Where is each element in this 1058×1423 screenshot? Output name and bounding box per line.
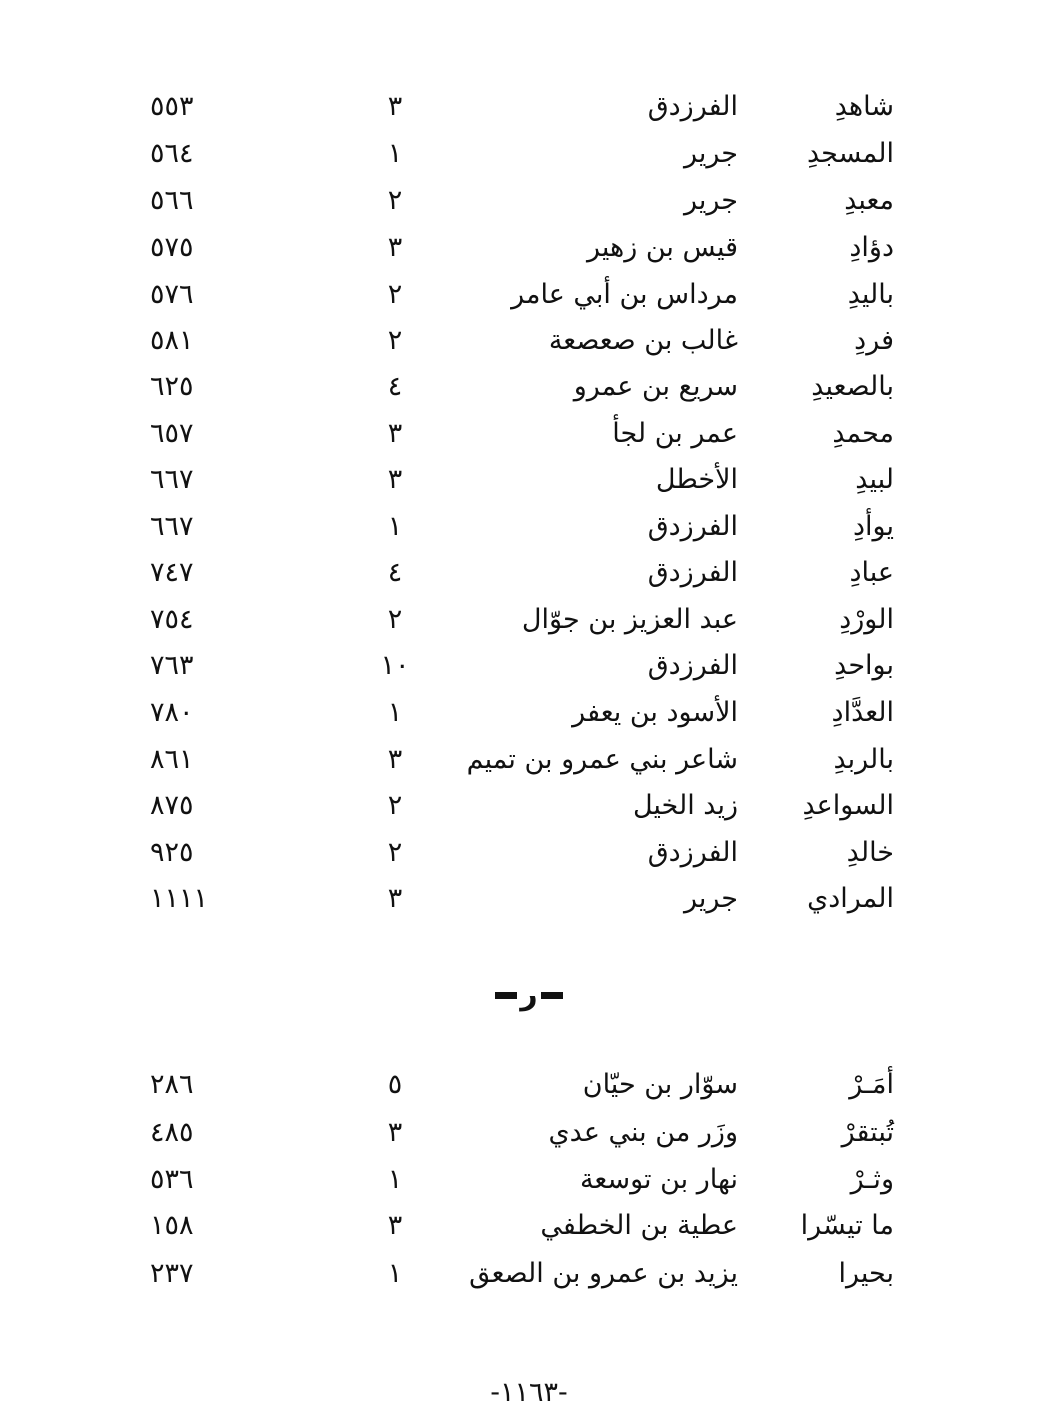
page-ref: ٥٧٦ [150, 279, 194, 310]
poet-name: جرير [684, 138, 738, 169]
verse-count: ١ [387, 697, 403, 728]
list-row [0, 643, 1058, 689]
rhyme-word: فردِ [854, 325, 894, 356]
rhyme-word: العدَّادِ [831, 697, 894, 728]
verse-count: ٣ [387, 91, 403, 122]
rhyme-word: السواعدِ [802, 790, 894, 821]
list-row [0, 737, 1058, 783]
page-ref: ٢٨٦ [150, 1069, 194, 1100]
verse-count: ١ [387, 1164, 403, 1195]
verse-count: ١ [387, 511, 403, 542]
page-ref: ٥٣٦ [150, 1164, 194, 1195]
page-ref: ٧٨٠ [150, 697, 194, 728]
rhyme-word: لبيدِ [855, 464, 894, 495]
list-row [0, 504, 1058, 550]
rhyme-word: وثـرْ [850, 1164, 894, 1195]
page-ref: ٥٨١ [150, 325, 194, 356]
rhyme-word: يوأدِ [853, 511, 894, 542]
page-ref: ٧٦٣ [150, 650, 194, 681]
list-row [0, 1062, 1058, 1108]
rhyme-word: معبدِ [844, 185, 894, 216]
page-ref: ٦٦٧ [150, 464, 194, 495]
poet-name: الفرزدق [647, 650, 738, 681]
poet-name: جرير [684, 185, 738, 216]
poet-name: شاعر بني عمرو بن تميم [466, 744, 738, 775]
verse-count: ٥ [387, 1069, 403, 1100]
list-row [0, 690, 1058, 736]
verse-count: ٣ [387, 883, 403, 914]
poet-name: قيس بن زهير [586, 232, 738, 263]
page-ref: ٢٣٧ [150, 1258, 194, 1289]
rhyme-word: الورْدِ [839, 604, 894, 635]
list-row [0, 411, 1058, 457]
list-row [0, 272, 1058, 318]
page-ref: ٤٨٥ [150, 1117, 194, 1148]
poet-name: عبد العزيز بن جوّال [521, 604, 738, 635]
page-ref: ٥٧٥ [150, 232, 194, 263]
poet-name: زيد الخيل [632, 790, 738, 821]
rhyme-word: تُبتقرْ [841, 1117, 894, 1148]
page-ref: ٦٦٧ [150, 511, 194, 542]
poet-name: جرير [684, 883, 738, 914]
poet-name: عمر بن لجأ [612, 418, 738, 449]
list-row [0, 84, 1058, 130]
list-row [0, 876, 1058, 922]
section-heading [0, 975, 1058, 1015]
verse-count: ٤ [387, 371, 403, 402]
rhyme-word: باليدِ [847, 279, 894, 310]
list-row [0, 1203, 1058, 1249]
list-row [0, 318, 1058, 364]
rhyme-word: بالربدِ [833, 744, 894, 775]
heading-bar-left [495, 992, 517, 999]
poet-name: الفرزدق [647, 511, 738, 542]
verse-count: ٣ [387, 744, 403, 775]
list-row [0, 783, 1058, 829]
page-ref: ٨٧٥ [150, 790, 194, 821]
page-ref: ١٥٨ [150, 1210, 194, 1241]
poet-name: الفرزدق [647, 557, 738, 588]
poet-name: سريع بن عمرو [573, 371, 738, 402]
section-heading-letter: ر [520, 977, 538, 1012]
poet-name: مرداس بن أبي عامر [511, 279, 738, 310]
rhyme-word: دؤادِ [849, 232, 894, 263]
page-ref: ٦٥٧ [150, 418, 194, 449]
rhyme-word: محمدِ [832, 418, 894, 449]
rhyme-word: أمَـرْ [849, 1069, 894, 1100]
verse-count: ٢ [387, 837, 403, 868]
verse-count: ٢ [387, 604, 403, 635]
rhyme-word: بواحدِ [834, 650, 894, 681]
poet-name: الفرزدق [647, 91, 738, 122]
list-row [0, 597, 1058, 643]
verse-count: ١٠ [380, 650, 410, 681]
rhyme-word: خالدِ [846, 837, 894, 868]
rhyme-word: عبادِ [849, 557, 894, 588]
list-row [0, 178, 1058, 224]
page-number: -١١٦٣- [490, 1377, 568, 1408]
list-row [0, 225, 1058, 271]
verse-count: ٢ [387, 790, 403, 821]
rhyme-word: بحيرا [838, 1258, 894, 1289]
page-ref: ٨٦١ [150, 744, 194, 775]
list-row [0, 830, 1058, 876]
page-ref: ١١١١ [150, 883, 209, 914]
verse-count: ٢ [387, 185, 403, 216]
list-row [0, 1157, 1058, 1203]
rhyme-word: شاهدِ [834, 91, 894, 122]
page-ref: ٥٦٤ [150, 138, 194, 169]
list-row [0, 1110, 1058, 1156]
verse-count: ٣ [387, 464, 403, 495]
poet-name: الأخطل [655, 464, 738, 495]
rhyme-word: المسجدِ [806, 138, 894, 169]
poet-name: الفرزدق [647, 837, 738, 868]
page-ref: ٩٢٥ [150, 837, 194, 868]
list-row [0, 1251, 1058, 1297]
rhyme-word: المرادي [807, 883, 894, 914]
list-row [0, 457, 1058, 503]
verse-count: ٣ [387, 1210, 403, 1241]
verse-count: ١ [387, 1258, 403, 1289]
page-ref: ٧٥٤ [150, 604, 194, 635]
list-row [0, 364, 1058, 410]
poet-name: يزيد بن عمرو بن الصعق [469, 1258, 738, 1289]
poet-name: عطية بن الخطفي [540, 1210, 738, 1241]
rhyme-word: بالصعيدِ [811, 371, 894, 402]
poet-name: نهار بن توسعة [579, 1164, 738, 1195]
list-row [0, 550, 1058, 596]
page-ref: ٦٢٥ [150, 371, 194, 402]
poet-name: غالب بن صعصعة [548, 325, 738, 356]
page-ref: ٥٦٦ [150, 185, 194, 216]
verse-count: ٢ [387, 279, 403, 310]
poet-name: سوّار بن حيّان [582, 1069, 738, 1100]
verse-count: ٣ [387, 1117, 403, 1148]
page-ref: ٥٥٣ [150, 91, 194, 122]
verse-count: ٢ [387, 325, 403, 356]
page-ref: ٧٤٧ [150, 557, 194, 588]
verse-count: ١ [387, 138, 403, 169]
rhyme-word: ما تيسّرا [800, 1210, 894, 1241]
heading-bar-right [541, 992, 563, 999]
poet-name: وزَر من بني عدي [548, 1117, 738, 1148]
verse-count: ٣ [387, 232, 403, 263]
verse-count: ٣ [387, 418, 403, 449]
poet-name: الأسود بن يعفر [572, 697, 738, 728]
list-row [0, 131, 1058, 177]
verse-count: ٤ [387, 557, 403, 588]
